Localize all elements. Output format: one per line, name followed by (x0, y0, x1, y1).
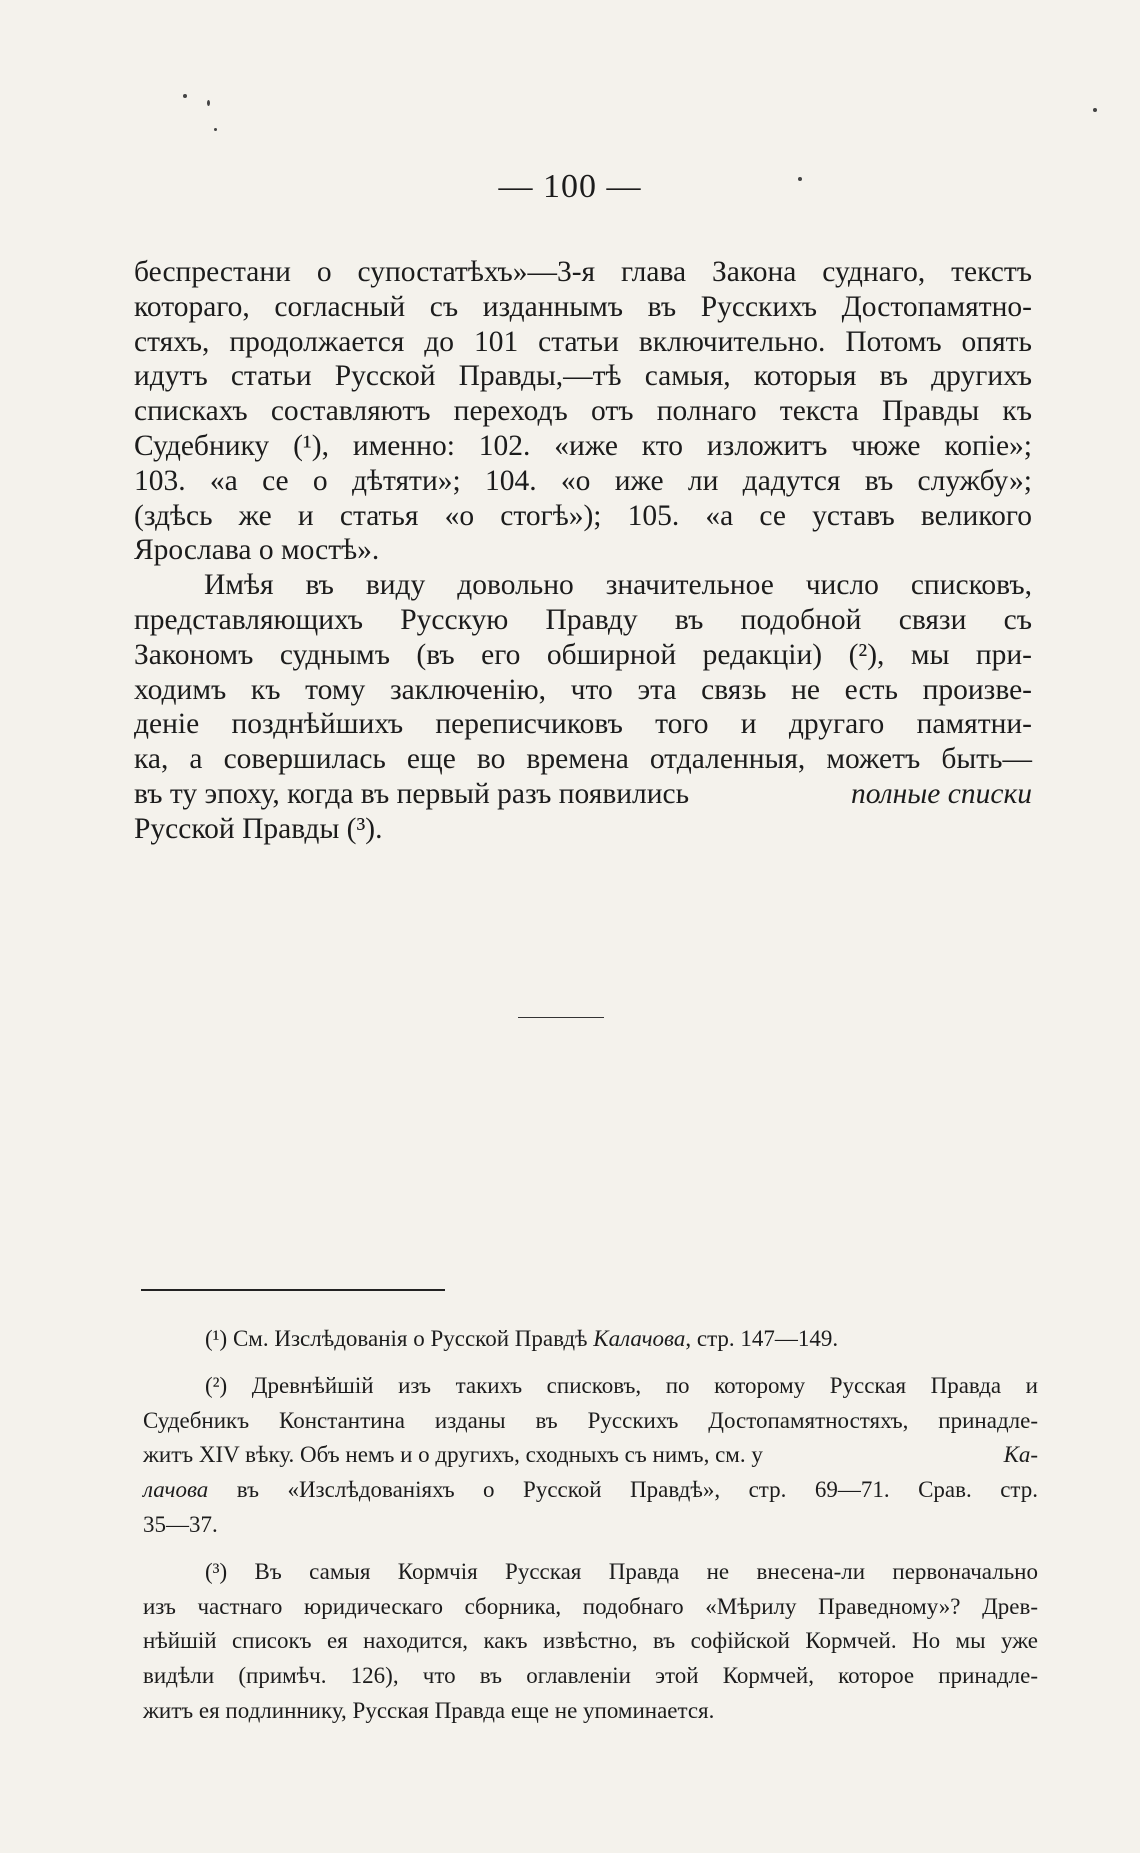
footnote-2 (143, 1370, 1038, 1544)
footnote-line: изъ частнаго юридическаго сборника, подобнаго «Мѣрилу Праведному»? Древ- (143, 1593, 1038, 1619)
footnote-rule (141, 1289, 445, 1291)
text-line-segment: въ ту эпоху, когда въ первый разъ появились (134, 777, 690, 810)
footnote-line: нѣйшій списокъ ея находится, какъ извѣстно, въ софійской Кормчей. Но мы уже (143, 1628, 1038, 1654)
text-line: котораго, согласный съ изданнымъ въ Русскихъ Достопамятно- (134, 290, 1032, 323)
footnote-1 (143, 1323, 1038, 1358)
ink-speck (214, 128, 217, 131)
footnote-line: житъ ея подлиннику, Русская Правда еще не упоминается. (143, 1697, 715, 1723)
footnote-line: 35—37. (143, 1511, 218, 1537)
text-line: идутъ статьи Русской Правды,—тѣ самыя, которыя въ другихъ (134, 360, 1032, 393)
text-line: Ярослава о мостѣ». (134, 534, 380, 567)
footnote-line: (²) Древнѣйшій изъ такихъ списковъ, по которому Русская Правда и (205, 1372, 1038, 1398)
ink-speck (183, 94, 187, 98)
text-line: беспрестани о супостатѣхъ»—3-я глава Закона суднаго, текстъ (134, 256, 1032, 288)
ink-speck (207, 100, 210, 106)
text-line: ка, а совершилась еще во времена отдаленныя, можетъ быть— (134, 743, 1032, 776)
footnote-line: Судебникъ Константина изданы въ Русскихъ Достопамятностяхъ, принадле- (143, 1407, 1038, 1433)
emphasis-text: полные списки (851, 777, 1032, 810)
text-line: 103. «а се о дѣтяти»; 104. «о иже ли дадутся въ службу»; (134, 464, 1032, 497)
footnotes (143, 1323, 1038, 1742)
text-line: деніе позднѣйшихъ переписчиковъ того и другаго памятни- (134, 708, 1032, 741)
text-line: стяхъ, продолжается до 101 статьи включительно. Потомъ опять (134, 325, 1032, 358)
text-line: ходимъ къ тому заключенію, что эта связь не есть произве- (134, 673, 1032, 706)
footnote-line (143, 1323, 1038, 1358)
text-line: спискахъ составляютъ переходъ отъ полнаго текста Правды къ (134, 395, 1032, 428)
text-line: Закономъ суднымъ (въ его обширной редакціи) (²), мы при- (134, 638, 1032, 671)
author-name: Калачова (593, 1326, 686, 1351)
footnote-text: житъ XIV вѣку. Объ немъ и о другихъ, сходныхъ съ нимъ, см. у (143, 1442, 763, 1468)
text-line: (здѣсь же и статья «о стогѣ»); 105. «а се уставъ великого (134, 499, 1032, 532)
footnote-3 (143, 1556, 1038, 1730)
text-line: Русской Правды (³). (134, 812, 383, 845)
footnote-line: (³) Въ самыя Кормчія Русская Правда не внесена-ли первоначально (205, 1558, 1038, 1584)
footnote-text: въ «Изслѣдованіяхъ о Русской Правдѣ», стр. 69—71. Срав. стр. (208, 1477, 1038, 1503)
footnote-line (143, 1474, 1038, 1509)
author-name: лачова (143, 1477, 209, 1503)
text-line: Имѣя въ виду довольно значительное число списковъ, (204, 569, 1032, 602)
footnote-line: видѣли (примѣч. 126), что въ оглавленіи этой Кормчей, которое принадле- (143, 1663, 1038, 1689)
footnote-text: , стр. 147—149. (685, 1326, 839, 1351)
text-line: представляющихъ Русскую Правду въ подобной связи съ (134, 603, 1032, 636)
footnote-line (143, 1439, 1038, 1474)
text-line (134, 777, 1032, 812)
text-line: Судебнику (¹), именно: 102. «иже кто изложитъ чюже копіе»; (134, 429, 1032, 462)
ink-speck (1093, 108, 1097, 112)
section-separator (518, 1017, 604, 1018)
page-number: — 100 — (498, 168, 642, 205)
footnote-text: (¹) См. Изслѣдованія о Русской Правдѣ (205, 1326, 588, 1351)
main-text (134, 255, 1032, 847)
author-name: Ка- (1003, 1442, 1038, 1468)
